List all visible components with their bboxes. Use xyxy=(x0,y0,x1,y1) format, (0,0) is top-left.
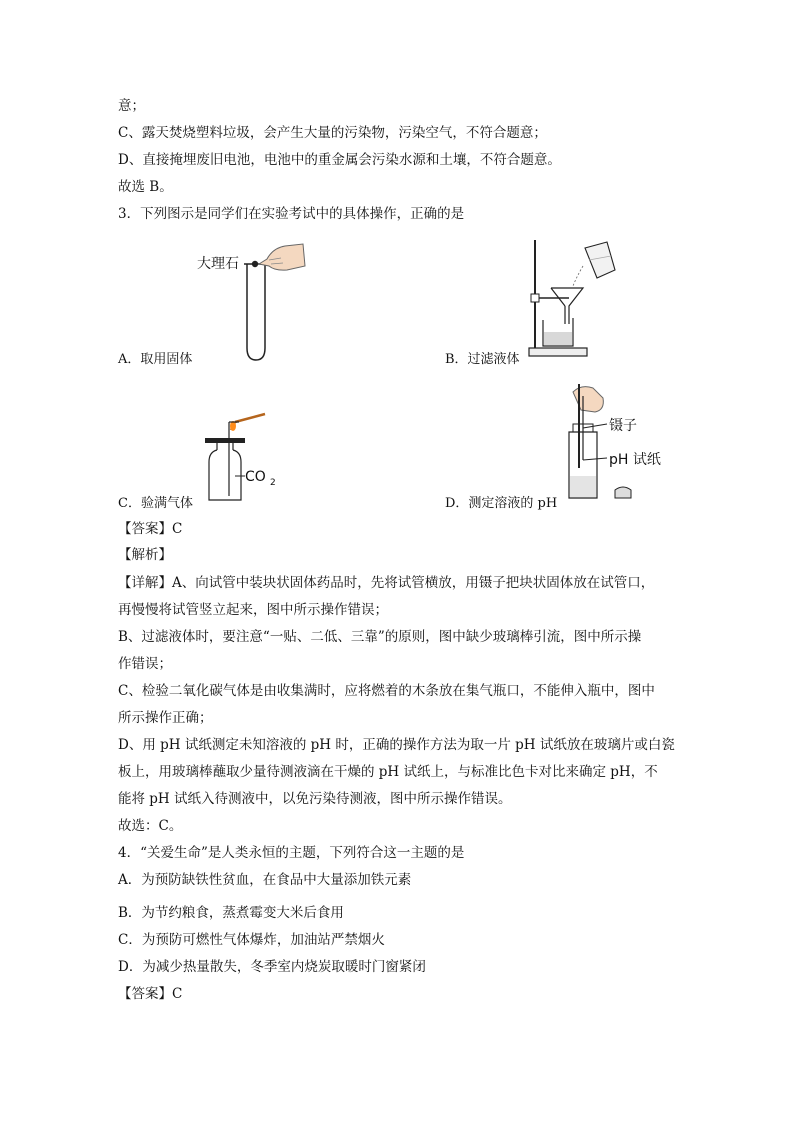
question-4-stem: 4．“关爱生命”是人类永恒的主题，下列符合这一主题的是 xyxy=(118,845,465,861)
figure-c-label: CO xyxy=(245,469,266,485)
figure-a-test-tube xyxy=(195,240,315,365)
figure-c-subscript: 2 xyxy=(270,478,276,488)
text-line: C、露天焚烧塑料垃圾，会产生大量的污染物，污染空气，不符合题意； xyxy=(118,125,547,141)
analysis-line: 作错误； xyxy=(118,656,172,672)
analysis-line: D、用 pH 试纸测定未知溶液的 pH 时，正确的操作方法为取一片 pH 试纸放在玻璃片或白瓷 xyxy=(118,737,675,753)
figure-d-ph-test xyxy=(555,380,680,505)
option-b-label: B．过滤液体 xyxy=(445,352,520,367)
figure-c-gas-bottle xyxy=(195,410,305,505)
analysis-line: 【详解】A、向试管中装块状固体药品时，先将试管横放，用镊子把块状固体放在试管口， xyxy=(118,575,655,591)
analysis-line: 板上，用玻璃棒蘸取少量待测液滴在干燥的 pH 试纸上，与标准比色卡对比来确定 pH，不 xyxy=(118,764,658,780)
analysis-heading: 【解析】 xyxy=(118,547,172,563)
analysis-line: 所示操作正确； xyxy=(118,710,213,726)
text-line: 故选 B。 xyxy=(118,179,173,195)
hand-icon xyxy=(573,387,603,412)
analysis-line: 能将 pH 试纸入待测液中，以免污染待测液，图中所示操作错误。 xyxy=(118,791,512,807)
option-d: D．为减少热量散失，冬季室内烧炭取暖时门窗紧闭 xyxy=(118,959,426,975)
marble-chunk xyxy=(252,261,258,267)
option-c-label: C．验满气体 xyxy=(118,496,193,511)
figure-a-label: 大理石 xyxy=(197,256,239,272)
figure-b-filtration xyxy=(515,236,620,364)
option-a: A．为预防缺铁性贫血，在食品中大量添加铁元素 xyxy=(118,872,412,888)
hand-icon xyxy=(259,244,305,270)
analysis-line: 再慢慢将试管竖立起来，图中所示操作错误； xyxy=(118,602,388,618)
figure-d-label-2: pH 试纸 xyxy=(609,452,661,468)
figure-d-label-1: 镊子 xyxy=(609,418,637,434)
analysis-line: 故选：C。 xyxy=(118,818,183,834)
analysis-line: B、过滤液体时，要注意“一贴、二低、三靠”的原则，图中缺少玻璃棒引流，图中所示操 xyxy=(118,629,642,645)
question-3-stem: 3．下列图示是同学们在实验考试中的具体操作，正确的是 xyxy=(118,206,465,222)
text-line: 意； xyxy=(118,98,145,114)
option-a-label: A．取用固体 xyxy=(118,352,193,367)
answer-4: 【答案】C xyxy=(118,986,183,1002)
option-b: B．为节约粮食，蒸煮霉变大米后食用 xyxy=(118,905,344,921)
text-line: D、直接掩埋废旧电池，电池中的重金属会污染水源和土壤，不符合题意。 xyxy=(118,152,561,168)
analysis-line: C、检验二氧化碳气体是由收集满时，应将燃着的木条放在集气瓶口，不能伸入瓶中，图中 xyxy=(118,683,655,699)
option-d-label: D．测定溶液的 pH xyxy=(445,496,558,511)
cap-icon xyxy=(615,487,631,498)
option-c: C．为预防可燃性气体爆炸，加油站严禁烟火 xyxy=(118,932,385,948)
answer-3: 【答案】C xyxy=(118,521,183,537)
